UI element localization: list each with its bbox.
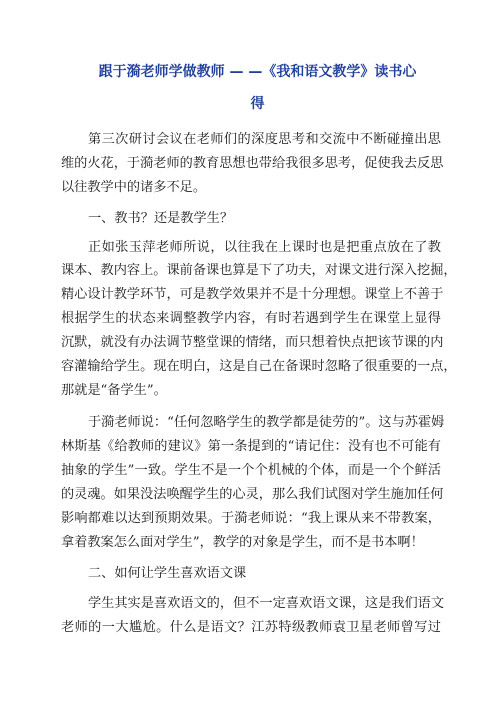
paragraph-line: 正如张玉萍老师所说，以往我在上课时也是把重点放在了教 [88, 240, 441, 255]
paragraph-line: 以往教学中的诸多不足。 [61, 180, 207, 195]
paragraph-line: 学生其实是喜欢语文的，但不一定喜欢语文课，这是我们语文 [88, 596, 445, 611]
paragraph-line: 林斯基《给教师的建议》第一条提到的“请记住：没有也不可能有 [61, 439, 441, 454]
document-title-line-2: 得 [250, 96, 265, 112]
paragraph-line: 维的火花，于漪老师的教育思想也带给我很多思考，促使我去反思 [61, 156, 444, 171]
paragraph-line: 第三次研讨会议在老师们的深度思考和交流中不断碰撞出思 [88, 132, 441, 147]
section-heading-1: 一、教书？还是教学生？ [88, 211, 234, 226]
document-title-line-1: 跟于漪老师学做教师 — —《我和语文教学》读书心 [98, 64, 417, 80]
paragraph-line: 精心设计教学环节，可是教学效果并不是十分理想。课堂上不善于 [61, 287, 444, 302]
paragraph-line: 根据学生的状态来调整教学内容，有时若遇到学生在课堂上显得 [61, 311, 441, 326]
paragraph-line: 于漪老师说：“任何忽略学生的教学都是徒劳的”。这与苏霍姆 [88, 415, 445, 430]
paragraph-line: 抽象的学生”一致。学生不是一个个机械的个体，而是一个个鲜活 [61, 463, 441, 478]
paragraph-line: 沉默，就没有办法调节整堂课的情绪，而只想着快点把该节课的内 [61, 335, 444, 350]
paragraph-line: 拿着教案怎么面对学生”，教学的对象是学生，而不是书本啊！ [61, 535, 424, 550]
paragraph-line: 的灵魂。如果没法唤醒学生的心灵，那么我们试图对学生施加任何 [61, 487, 444, 502]
paragraph-line: 容灌输给学生。现在明白，这是自己在备课时忽略了很重要的一点， [61, 359, 457, 374]
section-heading-2: 二、如何让学生喜欢语文课 [88, 566, 247, 581]
paragraph-line: 老师的一大尴尬。什么是语文？江苏特级教师袁卫星老师曾写过 [61, 620, 441, 635]
paragraph-line: 影响都难以达到预期效果。于漪老师说：“我上课从来不带教案， [61, 511, 441, 526]
paragraph-line: 那就是“备学生”。 [61, 383, 167, 398]
paragraph-line: 课本、教内容上。课前备课也算是下了功夫，对课文进行深入挖掘， [61, 263, 457, 278]
